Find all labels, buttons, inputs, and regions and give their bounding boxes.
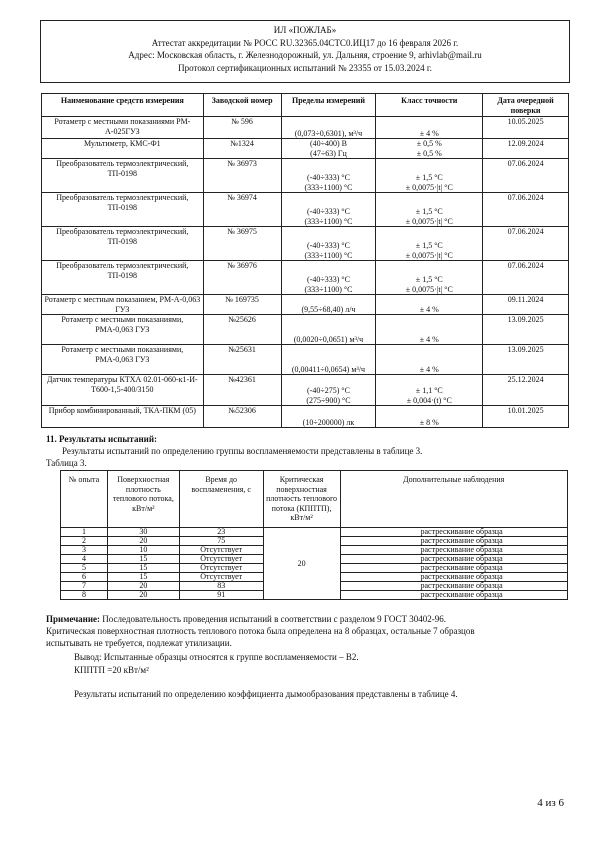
protocol-header xyxy=(40,20,570,83)
conclusion-line: Вывод: Испытанные образцы относятся к группе воспламеняемости – В2. xyxy=(74,652,359,662)
equipment-row xyxy=(42,295,569,315)
critical-flux-cell: 20 xyxy=(263,528,340,600)
equipment-range-cell: (-40÷275) °С (275÷900) °С xyxy=(281,375,376,406)
observation-cell: растрескивание образца xyxy=(340,537,568,546)
trial-number-cell: 8 xyxy=(61,591,108,600)
critical-line-1: Критическая поверхностная плотность теплового потока была определена на 8 образцах, остальные 7 образцов xyxy=(46,626,475,636)
accreditation-line: Аттестат аккредитации № РОСС RU.32365.04СТС0.ИЦ17 до 16 февраля 2026 г. xyxy=(151,37,459,48)
observation-cell: растрескивание образца xyxy=(340,582,568,591)
equipment-serial-cell: №1324 xyxy=(203,139,281,159)
equipment-range-cell: (0,00411÷0,0654) м³/ч xyxy=(281,345,376,375)
section-intro: Результаты испытаний по определению группы воспламеняемости представлены в таблице 3. xyxy=(62,446,423,456)
flux-cell: 20 xyxy=(107,582,179,591)
ignition-time-cell: Отсутствует xyxy=(179,564,263,573)
results-header-row xyxy=(61,471,568,528)
equipment-name-cell: Преобразователь термоэлектрический, ТП-0198 xyxy=(42,193,204,227)
equipment-header-row xyxy=(42,94,569,117)
equipment-name-cell: Мультиметр, КМС-Ф1 xyxy=(42,139,204,159)
flux-cell: 20 xyxy=(107,537,179,546)
equipment-row xyxy=(42,139,569,159)
table-caption: Таблица 3. xyxy=(46,458,87,468)
equipment-accuracy-cell: ± 1,1 °С ± 0,004·(t) °С xyxy=(376,375,483,406)
equipment-name-cell: Прибор комбинированный, ТКА-ПКМ (05) xyxy=(42,406,204,428)
equipment-date-cell: 07.06.2024 xyxy=(483,159,569,193)
trial-number-cell: 3 xyxy=(61,546,108,555)
equipment-date-cell: 13.09.2025 xyxy=(483,315,569,345)
equipment-row xyxy=(42,261,569,295)
equipment-range-cell: (40÷400) В (47÷63) Гц xyxy=(281,139,376,159)
section-title: 11. Результаты испытаний: xyxy=(46,434,158,444)
equipment-accuracy-cell: ± 0,5 % ± 0,5 % xyxy=(376,139,483,159)
col-header-critical: Критическая поверхностная плотность теплового потока (КППТП), кВт/м² xyxy=(263,471,340,528)
col-header-time: Время до воспламенения, с xyxy=(179,471,263,528)
equipment-name-cell: Датчик температуры КТХА 02.01-060-к1-И-Т600-1,5-400/3150 xyxy=(42,375,204,406)
equipment-accuracy-cell: ± 1,5 °С ± 0,0075·|t| °С xyxy=(376,261,483,295)
equipment-accuracy-cell: ± 4 % xyxy=(376,295,483,315)
equipment-date-cell: 07.06.2024 xyxy=(483,227,569,261)
equipment-date-cell: 07.06.2024 xyxy=(483,193,569,227)
equipment-accuracy-cell: ± 1,5 °С ± 0,0075·|t| °С xyxy=(376,227,483,261)
equipment-name-cell: Преобразователь термоэлектрический, ТП-0198 xyxy=(42,261,204,295)
flux-cell: 20 xyxy=(107,591,179,600)
equipment-date-cell: 07.06.2024 xyxy=(483,261,569,295)
flux-cell: 30 xyxy=(107,528,179,537)
address-line: Адрес: Московская область, г. Железнодорожный, ул. Дальняя, строение 9, arhivlab@mail.ru xyxy=(128,50,482,60)
equipment-serial-cell: № 596 xyxy=(203,117,281,139)
col-header-observations: Дополнительные наблюдения xyxy=(340,471,568,528)
col-header-flux: Поверхностная плотность теплового потока, кВт/м² xyxy=(107,471,179,528)
observation-cell: растрескивание образца xyxy=(340,555,568,564)
equipment-serial-cell: № 36973 xyxy=(203,159,281,193)
equipment-date-cell: 10.01.2025 xyxy=(483,406,569,428)
page-number: 4 из 6 xyxy=(537,797,564,809)
col-header-accuracy: Класс точности xyxy=(376,94,483,117)
equipment-row xyxy=(42,117,569,139)
equipment-date-cell: 09.11.2024 xyxy=(483,295,569,315)
equipment-serial-cell: № 36976 xyxy=(203,261,281,295)
smoke-results-line: Результаты испытаний по определению коэффициента дымообразования представлены в таблице 4. xyxy=(74,689,458,699)
observation-cell: растрескивание образца xyxy=(340,591,568,600)
equipment-range-cell: (10÷200000) лк xyxy=(281,406,376,428)
flux-cell: 15 xyxy=(107,555,179,564)
equipment-serial-cell: №42361 xyxy=(203,375,281,406)
lab-name: ИЛ «ПОЖЛАБ» xyxy=(273,25,337,35)
flux-cell: 15 xyxy=(107,573,179,582)
observation-cell: растрескивание образца xyxy=(340,564,568,573)
observation-cell: растрескивание образца xyxy=(340,528,568,537)
trial-number-cell: 4 xyxy=(61,555,108,564)
equipment-name-cell: Ротаметр с местными показаниями, РМА-0,063 ГУЗ xyxy=(42,345,204,375)
trial-number-cell: 2 xyxy=(61,537,108,546)
equipment-row xyxy=(42,345,569,375)
observation-cell: растрескивание образца xyxy=(340,546,568,555)
equipment-row xyxy=(42,375,569,406)
equipment-row xyxy=(42,227,569,261)
equipment-date-cell: 10.05.2025 xyxy=(483,117,569,139)
equipment-serial-cell: № 36975 xyxy=(203,227,281,261)
observation-cell: растрескивание образца xyxy=(340,573,568,582)
equipment-serial-cell: №52306 xyxy=(203,406,281,428)
col-header-range: Пределы измерений xyxy=(281,94,376,117)
results-table xyxy=(60,470,568,600)
equipment-range-cell: (-40÷333) °С (333÷1100) °С xyxy=(281,193,376,227)
ignition-time-cell: 75 xyxy=(179,537,263,546)
equipment-table xyxy=(41,93,569,428)
equipment-date-cell: 12.09.2024 xyxy=(483,139,569,159)
ignition-time-cell: Отсутствует xyxy=(179,546,263,555)
ignition-time-cell: 83 xyxy=(179,582,263,591)
trial-number-cell: 1 xyxy=(61,528,108,537)
critical-line-2: испытывать не требуется, подлежат утилизации. xyxy=(46,638,232,648)
col-header-date: Дата очередной поверки xyxy=(483,94,569,117)
equipment-name-cell: Преобразователь термоэлектрический, ТП-0198 xyxy=(42,227,204,261)
equipment-name-cell: Ротаметр с местным показанием, РМ-А-0,063 ГУЗ xyxy=(42,295,204,315)
note-paragraph xyxy=(46,613,446,625)
equipment-serial-cell: №25626 xyxy=(203,315,281,345)
equipment-range-cell: (-40÷333) °С (333÷1100) °С xyxy=(281,159,376,193)
equipment-serial-cell: № 36974 xyxy=(203,193,281,227)
equipment-date-cell: 13.09.2025 xyxy=(483,345,569,375)
equipment-range-cell: (-40÷333) °С (333÷1100) °С xyxy=(281,261,376,295)
col-header-number: № опыта xyxy=(61,471,108,528)
equipment-range-cell: (0,073÷0,6301), м³/ч xyxy=(281,117,376,139)
protocol-line: Протокол сертификационных испытаний № 23355 от 15.03.2024 г. xyxy=(178,62,432,73)
equipment-name-cell: Ротаметр с местными показаниями РМ-А-025ГУЗ xyxy=(42,117,204,139)
ignition-time-cell: Отсутствует xyxy=(179,573,263,582)
ignition-time-cell: 23 xyxy=(179,528,263,537)
equipment-row xyxy=(42,193,569,227)
equipment-accuracy-cell: ± 1,5 °С ± 0,0075·|t| °С xyxy=(376,159,483,193)
equipment-accuracy-cell: ± 4 % xyxy=(376,345,483,375)
equipment-name-cell: Преобразователь термоэлектрический, ТП-0198 xyxy=(42,159,204,193)
equipment-row xyxy=(42,159,569,193)
equipment-accuracy-cell: ± 4 % xyxy=(376,117,483,139)
flux-cell: 10 xyxy=(107,546,179,555)
equipment-row xyxy=(42,315,569,345)
col-header-name: Наименование средств измерения xyxy=(42,94,204,117)
equipment-accuracy-cell: ± 1,5 °С ± 0,0075·|t| °С xyxy=(376,193,483,227)
equipment-serial-cell: № 169735 xyxy=(203,295,281,315)
ignition-time-cell: 91 xyxy=(179,591,263,600)
flux-cell: 15 xyxy=(107,564,179,573)
trial-number-cell: 7 xyxy=(61,582,108,591)
note-text: Последовательность проведения испытаний в соответствии с разделом 9 ГОСТ 30402-96. xyxy=(100,614,446,624)
equipment-serial-cell: №25631 xyxy=(203,345,281,375)
trial-number-cell: 6 xyxy=(61,573,108,582)
equipment-range-cell: (-40÷333) °С (333÷1100) °С xyxy=(281,227,376,261)
equipment-name-cell: Ротаметр с местными показаниями, РМА-0,063 ГУЗ xyxy=(42,315,204,345)
col-header-serial: Заводской номер xyxy=(203,94,281,117)
equipment-date-cell: 25.12.2024 xyxy=(483,375,569,406)
equipment-range-cell: (9,55÷68,40) л/ч xyxy=(281,295,376,315)
kpptp-line: КППТП =20 кВт/м² xyxy=(74,665,149,675)
equipment-row xyxy=(42,406,569,428)
trial-number-cell: 5 xyxy=(61,564,108,573)
equipment-accuracy-cell: ± 4 % xyxy=(376,315,483,345)
equipment-accuracy-cell: ± 8 % xyxy=(376,406,483,428)
note-label: Примечание: xyxy=(46,614,101,624)
equipment-range-cell: (0,0020÷0,0651) м³/ч xyxy=(281,315,376,345)
ignition-time-cell: Отсутствует xyxy=(179,555,263,564)
